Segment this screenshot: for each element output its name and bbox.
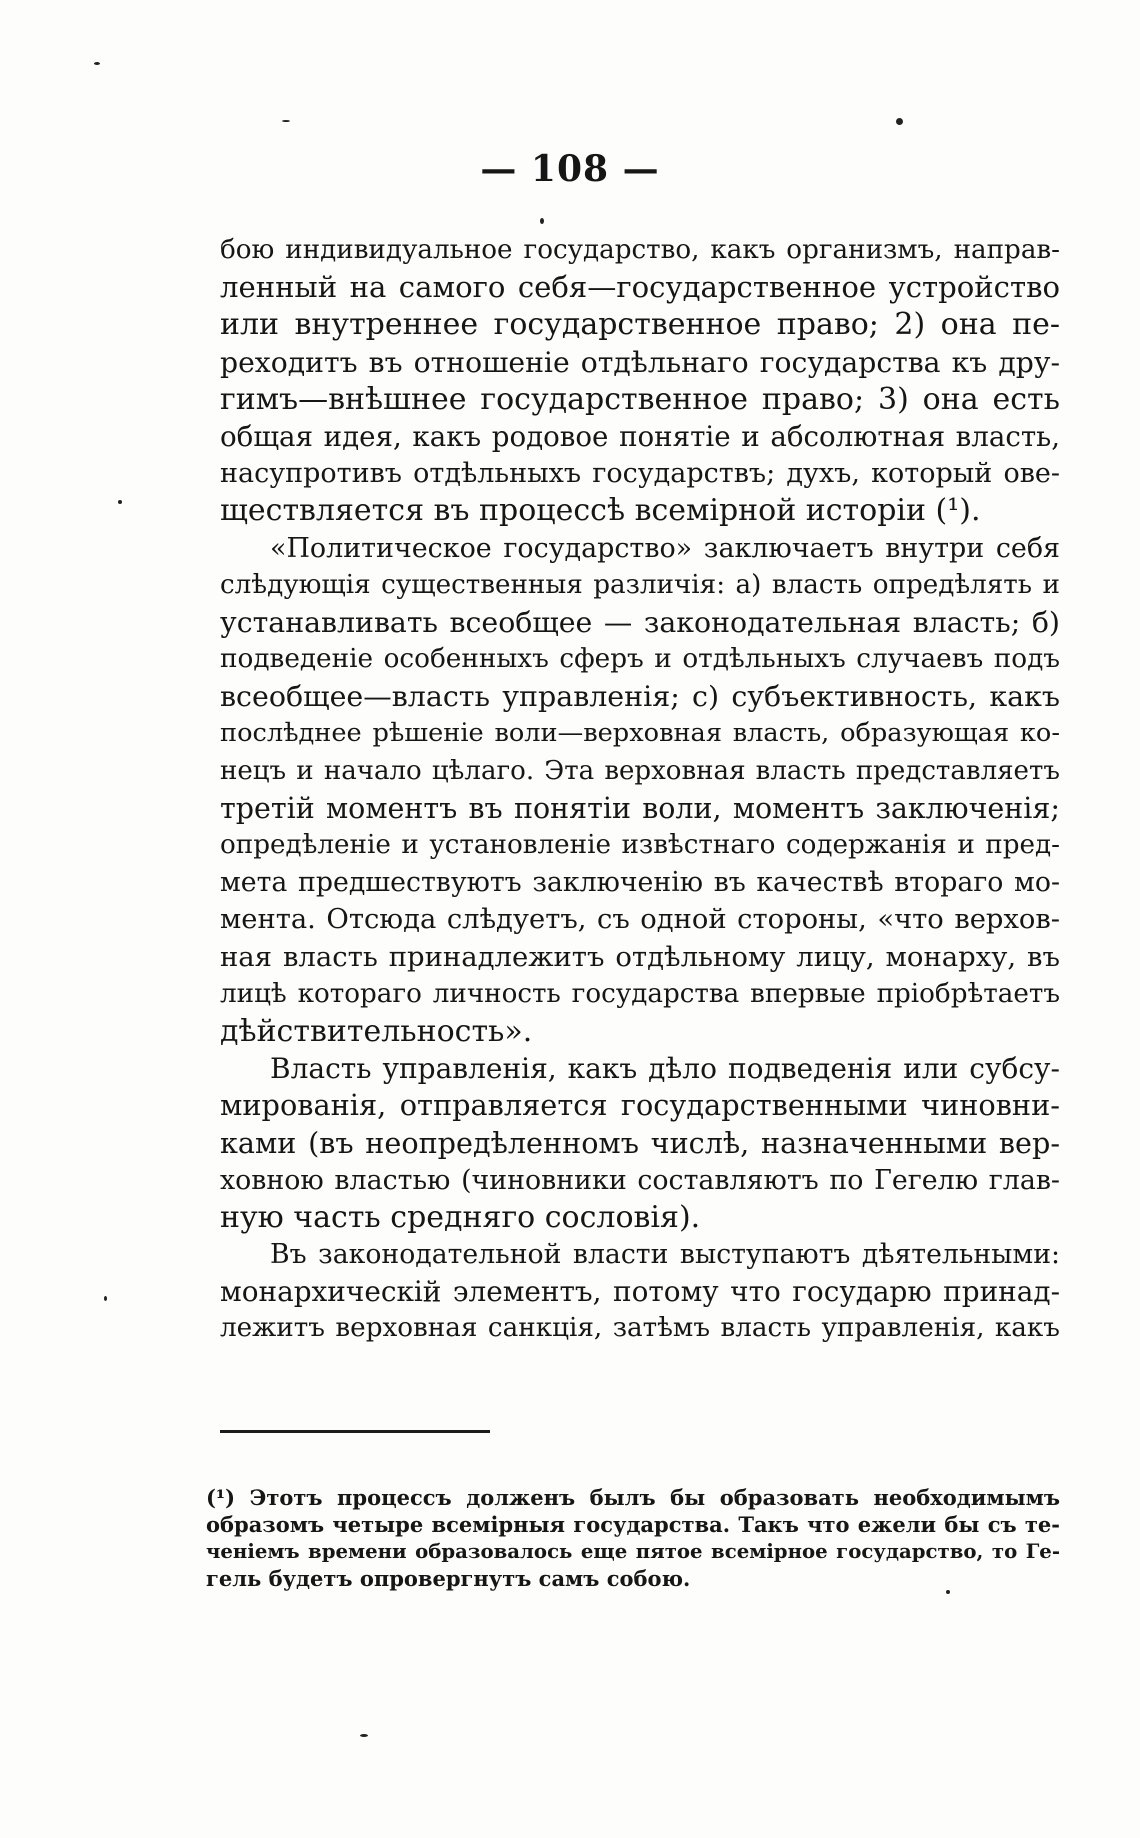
paragraph-start-line: Въ законодательной власти выступаютъ дѣятельными: (270, 1239, 1060, 1271)
text-line: ховною властью (чиновники составляютъ по Гегелю глав- (220, 1164, 1060, 1196)
page-number: — 108 — (480, 148, 660, 190)
text-line: реходитъ въ отношеніе отдѣльнаго государства къ дру- (220, 345, 1060, 379)
text-line: или внутреннее государственное право; 2) она пе- (220, 307, 1060, 343)
scan-speck (104, 1296, 107, 1301)
scan-speck (946, 1590, 950, 1594)
scan-speck (360, 1734, 368, 1737)
text-line: мента. Отсюда слѣдуетъ, съ одной стороны, «что верхов- (220, 904, 1060, 936)
footnote-line: ченіемъ времени образовалось еще пятое всемірное государство, то Ге- (206, 1540, 1060, 1563)
text-line: слѣдующія существенныя различія: а) власть опредѣлять и (220, 569, 1060, 600)
scan-speck (118, 500, 122, 504)
footnote (206, 1484, 1060, 1592)
scan-speck (896, 118, 903, 125)
scan-speck (94, 62, 100, 65)
text-line: ществляется въ процессѣ всемірной исторіи (¹). (220, 493, 981, 529)
text-line: всеобщее—власть управленія; с) субъективность, какъ (220, 680, 1060, 714)
text-line: подведеніе особенныхъ сферъ и отдѣльныхъ случаевъ подъ (220, 644, 1060, 675)
text-line: лицѣ котораго личность государства впервые пріобрѣтаетъ (220, 978, 1060, 1009)
text-line: мета предшествуютъ заключенію въ качествѣ втораго мо- (220, 867, 1060, 899)
scan-speck (540, 218, 544, 224)
footnote-line: гель будетъ опровергнутъ самъ собою. (206, 1566, 691, 1591)
footnote-line: (¹) Этотъ процессъ долженъ былъ бы образовать необходимымъ (206, 1485, 1060, 1510)
text-line: ная власть принадлежитъ отдѣльному лицу, монарху, въ (220, 940, 1060, 973)
text-line: мированія, отправляется государственными чиновни- (220, 1088, 1060, 1123)
text-line: ками (въ неопредѣленномъ числѣ, назначенными вер- (220, 1125, 1060, 1160)
text-line: лежитъ верховная санкція, затѣмъ власть управленія, какъ (220, 1313, 1060, 1344)
paragraph-start-line: Власть управленія, какъ дѣло подведенія или субсу- (270, 1052, 1060, 1086)
text-line: насупротивъ отдѣльныхъ государствъ; духъ, который ове- (220, 458, 1060, 490)
text-line: послѣднее рѣшеніе воли—верховная власть, образующая ко- (220, 718, 1060, 749)
text-line: нецъ и начало цѣлаго. Эта верховная власть представляетъ (220, 755, 1060, 786)
scan-speck (282, 120, 290, 122)
text-line: ленный на самого себя—государственное устройство (220, 270, 1060, 305)
text-line: гимъ—внѣшнее государственное право; 3) она есть (220, 381, 1060, 417)
footnote-line: образомъ четыре всемірныя государства. Такъ что ежели бы съ те- (206, 1512, 1060, 1537)
text-line: ную часть средняго сословія). (220, 1199, 701, 1235)
footnote-separator (220, 1430, 490, 1433)
text-line: третій моментъ въ понятіи воли, моментъ заключенія; (220, 791, 1060, 825)
text-line: бою индивидуальное государство, какъ организмъ, направ- (220, 235, 1060, 265)
text-line: дѣйствительность». (220, 1013, 533, 1049)
text-line: монархическій элементъ, потому что государю принад- (220, 1275, 1060, 1309)
text-line: общая идея, какъ родовое понятіе и абсолютная власть, (220, 419, 1060, 453)
text-line: устанавливать всеобщее — законодательная власть; б) (220, 605, 1060, 639)
text-line: опредѣленіе и установленіе извѣстнаго содержанія и пред- (220, 830, 1060, 860)
paragraph-start-line: «Политическое государство» заключаетъ внутри себя (270, 532, 1060, 564)
main-text (220, 232, 1060, 1348)
